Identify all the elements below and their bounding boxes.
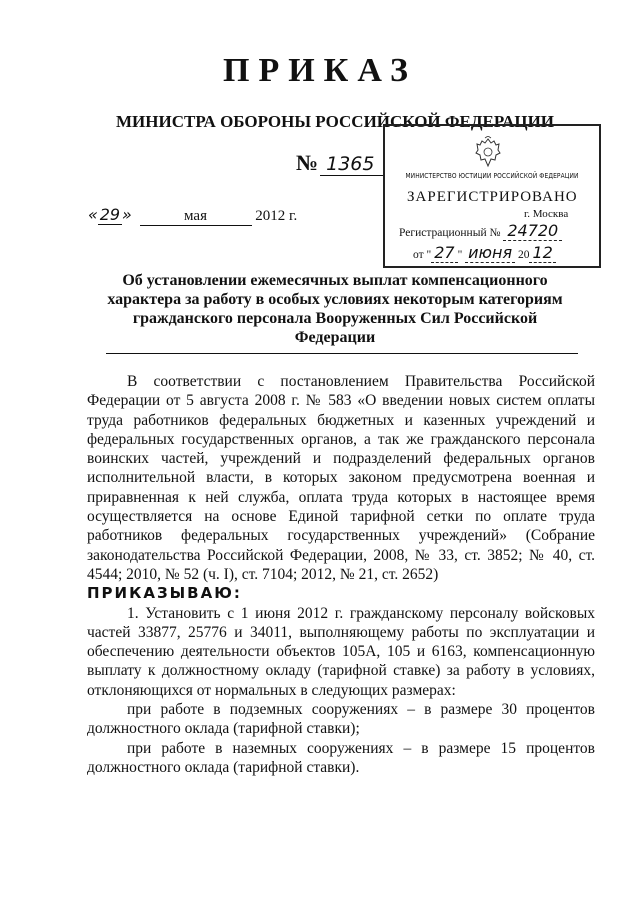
stamp-registration-number: [399, 221, 562, 240]
date-year: 2012 г.: [255, 208, 298, 224]
stamp-date-year-suffix: 12: [529, 243, 555, 263]
number-sign: №: [296, 150, 319, 175]
stamp-date-year-prefix: 20: [517, 249, 530, 261]
order-word: ПРИКАЗЫВАЮ:: [87, 584, 242, 603]
document-subtitle: МИНИСТРА ОБОРОНЫ РОССИЙСКОЙ ФЕДЕРАЦИИ: [116, 112, 555, 131]
paragraph-underground: при работе в подземных сооружениях – в размере 30 процентов должностного оклада (тарифной ставки);: [87, 701, 595, 738]
registration-stamp: [383, 124, 601, 268]
order-number: [296, 150, 384, 176]
stamp-reg-label: Регистрационный №: [399, 227, 501, 239]
paragraph-item-1: 1. Установить с 1 июня 2012 г. гражданскому персоналу войсковых частей 33877, 25776 и 34011, выполняющему работы по эксплуатации и обеспечению деятельности объектов 105А, 105 и 6163, компенсационную выплату к должностному окладу (тарифной ставке) за работу в условиях, отклоняющихся от нормальных в следующих размерах:: [87, 604, 595, 699]
order-body: [87, 372, 595, 777]
stamp-date-label: от ": [413, 249, 432, 261]
stamp-date-month: июня: [465, 243, 515, 263]
order-number-value: 1365: [320, 153, 384, 176]
order-heading: Об установлении ежемесячных выплат компенсационного характера за работу в особых условиях некоторым категориям гражданского персонала Вооруженных Сил Российской Федерации: [107, 272, 563, 346]
order-date: [88, 205, 297, 226]
heading-underline: [106, 353, 578, 354]
stamp-city: г. Москва: [524, 208, 569, 220]
stamp-date-day: 27: [431, 243, 457, 263]
date-close-quote: »: [121, 205, 132, 224]
date-open-quote: «: [88, 205, 98, 224]
stamp-organization: МИНИСТЕРСТВО ЮСТИЦИИ РОССИЙСКОЙ ФЕДЕРАЦИИ: [405, 172, 579, 180]
date-month: мая: [140, 208, 252, 226]
eagle-emblem-icon: [473, 136, 503, 170]
stamp-registration-date: от " 27 " июня 20 12: [413, 243, 556, 262]
paragraph-surface: при работе в наземных сооружениях – в размере 15 процентов должностного оклада (тарифной ставки).: [87, 739, 595, 776]
stamp-reg-number: 24720: [503, 221, 562, 241]
paragraph-preamble: В соответствии с постановлением Правительства Российской Федерации от 5 августа 2008 г. № 583 «О введении новых систем оплаты труда работников федеральных бюджетных и казенных учреждений и федеральных государственных органов, а так же гражданского персонала воинских частей, учреждений и подразделений федеральных органов исполнительной власти, в которых законом предусмотрена военная и приравненная к ней служба, оплата труда которых в настоящее время осуществляется на основе Единой тарифной сетки по оплате труда работников федеральных государственных учреждений» (Собрание законодательства Российской Федерации, 2008, № 33, ст. 3852; № 40, ст. 4544; 2010, № 52 (ч. I), ст. 7104; 2012, № 21, ст. 2652): [87, 373, 595, 583]
document-title: ПРИКАЗ: [223, 52, 417, 89]
stamp-registered: ЗАРЕГИСТРИРОВАНО: [407, 189, 578, 205]
order-word-line: [87, 584, 595, 603]
date-day: 29: [99, 205, 121, 224]
